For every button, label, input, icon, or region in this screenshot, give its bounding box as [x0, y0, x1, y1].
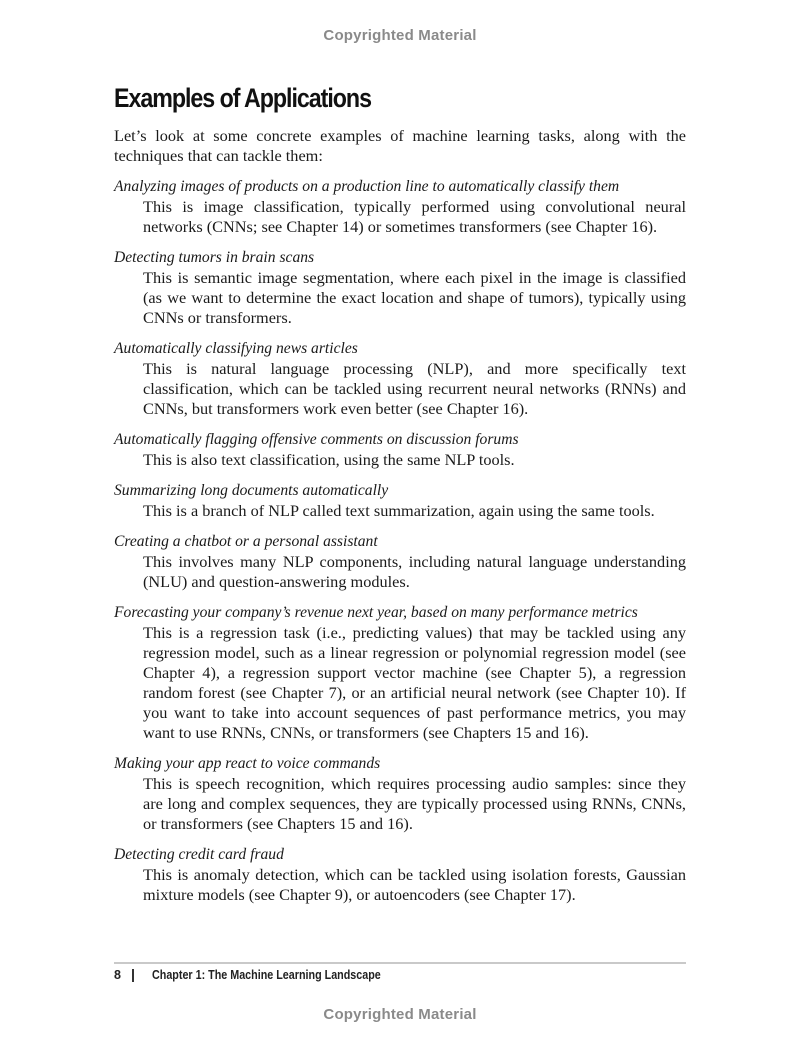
copyright-watermark-top: Copyrighted Material [323, 27, 477, 44]
entry-description: This is also text classification, using the same NLP tools. [143, 450, 515, 469]
entry-chatbot [114, 532, 686, 592]
entry-image-classification [114, 177, 686, 237]
page-footer [114, 968, 418, 982]
footer-separator [132, 969, 134, 982]
entry-term: Forecasting your company’s revenue next year, based on many performance metrics [114, 604, 638, 621]
copyright-watermark-bottom: Copyrighted Material [323, 1006, 477, 1023]
entry-term: Making your app react to voice commands [114, 755, 381, 772]
entry-description: This is semantic image segmentation, where each pixel in the image is classified (as we want to determine the exact location and shape of tumors), typically using CNNs or transformers. [143, 268, 686, 327]
footer-divider [114, 962, 686, 964]
entry-revenue-forecasting [114, 603, 686, 743]
entry-summarization [114, 481, 686, 521]
entry-offensive-comments [114, 430, 686, 470]
entry-term: Detecting credit card fraud [114, 846, 284, 863]
entry-description: This is speech recognition, which requires processing audio samples: since they are long and complex sequences, they are typically processed using RNNs, CNNs, or transformers (see Chapters 15 and 16). [143, 774, 686, 833]
page-number: 8 [114, 968, 121, 982]
entry-term: Detecting tumors in brain scans [114, 249, 315, 266]
entry-fraud-detection [114, 845, 686, 905]
entry-description: This is image classification, typically performed using convolutional neural networks (CNNs; see Chapter 14) or sometimes transformers (see Chapter 16). [143, 197, 686, 236]
intro-paragraph: Let’s look at some concrete examples of machine learning tasks, along with the techniques that can tackle them: [114, 126, 686, 165]
entry-description: This involves many NLP components, including natural language understanding (NLU) and question-answering modules. [143, 552, 686, 591]
section-heading: Examples of Applications [114, 83, 371, 113]
entry-news-classification [114, 339, 686, 419]
entry-voice-commands [114, 754, 686, 834]
entry-description: This is anomaly detection, which can be tackled using isolation forests, Gaussian mixture models (see Chapter 9), or autoencoders (see Chapter 17). [143, 865, 686, 904]
entry-term: Analyzing images of products on a production line to automatically classify them [114, 178, 620, 195]
chapter-title: Chapter 1: The Machine Learning Landscape [152, 968, 381, 982]
entry-description: This is a regression task (i.e., predicting values) that may be tackled using any regression model, such as a linear regression or polynomial regression model (see Chapter 4), a regression support vector machine (see Chapter 5), a regression random forest (see Chapter 7), or an artificial neural network (see Chapter 10). If you want to take into account sequences of past performance metrics, you may want to use RNNs, CNNs, or transformers (see Chapters 15 and 16). [143, 623, 686, 742]
entry-term: Automatically flagging offensive comments on discussion forums [114, 431, 519, 448]
entry-description: This is a branch of NLP called text summarization, again using the same tools. [143, 501, 655, 520]
page-content [114, 80, 686, 916]
entry-term: Summarizing long documents automatically [114, 482, 389, 499]
entry-description: This is natural language processing (NLP), and more specifically text classification, which can be tackled using recurrent neural networks (RNNs) and CNNs, but transformers work even better (see Chapter 16). [143, 359, 686, 418]
entry-tumor-detection [114, 248, 686, 328]
entry-term: Creating a chatbot or a personal assistant [114, 533, 378, 550]
entry-term: Automatically classifying news articles [114, 340, 358, 357]
